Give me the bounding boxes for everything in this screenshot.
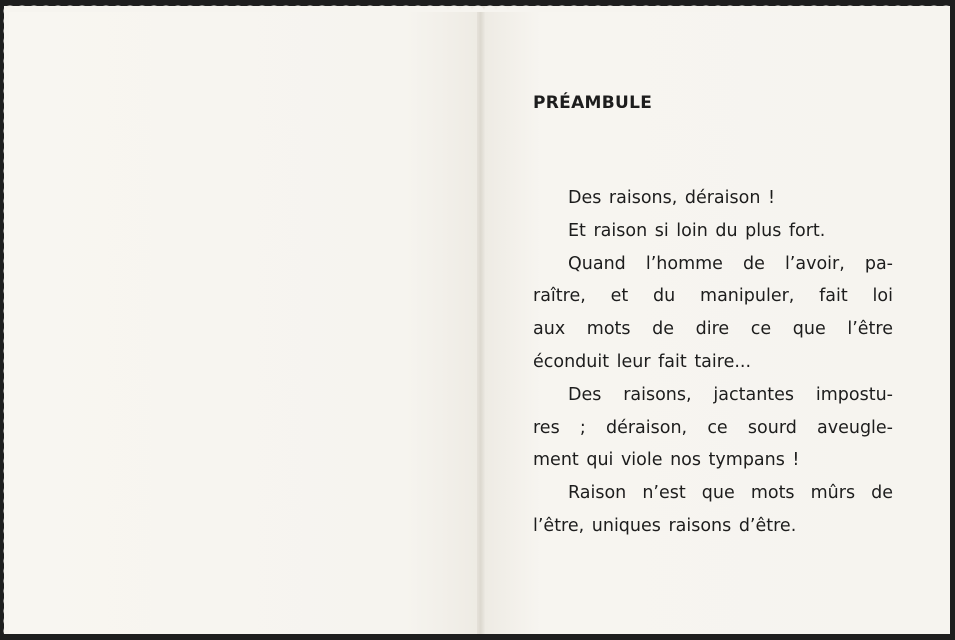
deckled-edge-top: [4, 2, 950, 12]
text-line: ment qui viole nos tympans !: [533, 450, 800, 471]
text-line: Et raison si loin du plus fort.: [568, 220, 826, 241]
deckled-edge-left: [1, 6, 9, 634]
left-page-blank: [4, 6, 477, 634]
text-line: Raison n’est que mots mûrs de: [568, 483, 893, 504]
page-title: PRÉAMBULE: [533, 93, 653, 113]
right-page: [485, 6, 950, 634]
text-line: Des raisons, déraison !: [568, 188, 776, 208]
text-block: [533, 92, 893, 543]
text-line: l’être, uniques raisons d’être.: [533, 515, 797, 536]
text-line: raître, et du manipuler, fait loi: [533, 286, 893, 307]
paper-sheet: [4, 6, 950, 634]
text-line: Des raisons, jactantes impostu-: [568, 384, 893, 405]
text-line: aux mots de dire ce que l’être: [533, 319, 893, 340]
page-fold: [477, 6, 485, 634]
text-line: res ; déraison, ce sourd aveugle-: [533, 417, 893, 438]
text-line: Quand l’homme de l’avoir, pa-: [568, 253, 893, 274]
text-line: éconduit leur fait taire...: [533, 351, 752, 372]
poem-body: [533, 182, 893, 543]
